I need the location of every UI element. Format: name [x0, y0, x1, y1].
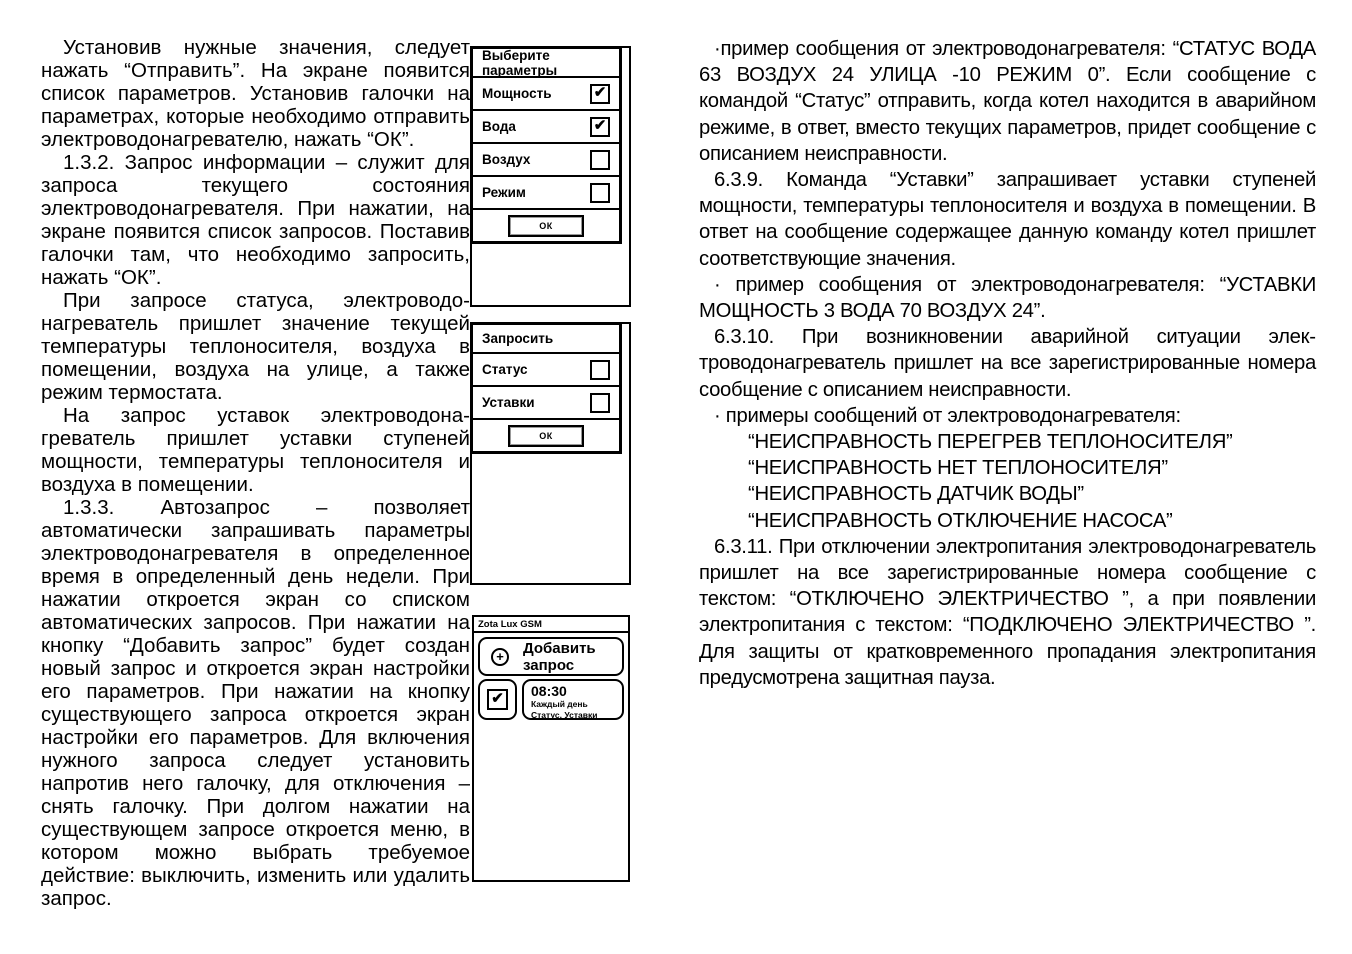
- param-row-air[interactable]: [473, 142, 619, 175]
- paragraph: 6.3.11. При отключении электропитания электроводонагреватель пришлет на все зарегистрированные номера сообщение с текстом: “ОТКЛЮЧЕНО ЭЛЕКТРИЧЕСТВО ”, а при появлении электропитания с текстом: “ПОДКЛЮЧЕНО ЭЛЕКТРИЧЕСТВО ”. Для защиты от кратковременного пропадания электропитания предусмотрена защитная пауза.: [699, 535, 1316, 689]
- param-row-water[interactable]: [473, 109, 619, 142]
- param-label: Мощность: [482, 86, 552, 101]
- checkbox-water[interactable]: [590, 117, 610, 137]
- phone-screen-select-parameters: [470, 46, 631, 307]
- paragraph: 1.3.3. Автозапрос – позволяет автоматически запрашивать параметры электроводонагревателя в определенное время в определенный день недели. При нажатии откроется экран со списком автоматических запросов. При нажатии на кнопку “Добавить запрос” будет создан новый запрос и откроется экран настройки его параметров. При нажатии на кнопку существующего запроса откроется экран настройки его параметров. Для включения нужного запроса следует установить напротив него галочку, для отключения – снять галочку. При долгом нажатии на существующем запросе откроется меню, в котором можно выбрать требуемое действие: выключить, изменить или удалить запрос.: [41, 496, 470, 910]
- ok-button[interactable]: ОК: [508, 425, 584, 447]
- right-text-column: [699, 36, 1316, 691]
- paragraph: На запрос уставок электроводонагреватель пришлет уставки ступеней мощности, температуры теплоносителя и воздуха в помещении.: [41, 404, 470, 496]
- paragraph: 6.3.9. Команда “Уставки” запрашивает уставки ступеней мощности, температуры теплоносителя и воздуха в помещении. В ответ на сообщение содержащее данную команду котел пришлет соответствующие значения.: [699, 169, 1316, 270]
- phone-screen-request: [470, 322, 631, 585]
- entry-time: 08:30: [531, 683, 567, 699]
- request-label: Статус: [482, 362, 528, 377]
- dialog-footer: [473, 208, 619, 241]
- entry-checkbox-button[interactable]: [478, 679, 517, 720]
- checkbox-air[interactable]: [590, 150, 610, 170]
- request-label: Уставки: [482, 395, 535, 410]
- dialog-title: Выберите параметры: [482, 47, 558, 78]
- paragraph: · пример сообщения от электроводонагревателя: “УСТАВКИ МОЩНОСТЬ 3 ВОДА 70 ВОЗДУХ 24”.: [699, 273, 1316, 323]
- fault-message: “НЕИСПРАВНОСТЬ ДАТЧИК ВОДЫ”: [748, 483, 1084, 506]
- check-icon: ✔: [593, 84, 607, 101]
- param-label: Вода: [482, 119, 516, 134]
- request-dialog: [470, 322, 622, 454]
- check-icon: ✔: [593, 117, 607, 134]
- param-label: Воздух: [482, 152, 531, 167]
- plus-glyph: +: [496, 649, 504, 664]
- app-title: Zota Lux GSM: [474, 617, 628, 633]
- paragraph: 6.3.10. При возникновении аварийной ситуации электроводонагреватель пришлет на все зарегистрированные номера сообщение с описанием неисправности.: [699, 326, 1316, 401]
- request-row-status[interactable]: [473, 352, 619, 385]
- fault-message: “НЕИСПРАВНОСТЬ ПЕРЕГРЕВ ТЕПЛОНОСИТЕЛЯ”: [748, 431, 1233, 454]
- autorequest-entry: [478, 679, 624, 720]
- add-request-button[interactable]: [478, 637, 624, 676]
- checkbox-setpoints[interactable]: [590, 393, 610, 413]
- checkbox-status[interactable]: [590, 360, 610, 380]
- param-row-power[interactable]: [473, 76, 619, 109]
- left-text-column: [41, 36, 470, 910]
- fault-message: “НЕИСПРАВНОСТЬ ОТКЛЮЧЕНИЕ НАСОСА”: [748, 509, 1173, 532]
- entry-card[interactable]: [522, 679, 624, 720]
- checkbox-power[interactable]: [590, 84, 610, 104]
- checkbox-mode[interactable]: [590, 183, 610, 203]
- param-label: Режим: [482, 185, 526, 200]
- ok-button[interactable]: ОК: [508, 215, 584, 237]
- paragraph: ·пример сообщения от электроводонагревателя: “СТАТУС ВОДА 63 ВОЗДУХ 24 УЛИЦА -10 РЕЖИМ 0”. Если сообщение с командой “Статус” отправить, когда котел находится в аварийном режиме, в ответ, вместо текущих параметров, придет сообщение с описанием неисправности.: [699, 38, 1316, 165]
- paragraph: При запросе статуса, электроводонагреватель пришлет значение текущей температуры теплоносителя, воздуха в помещении, воздуха на улице, а также режим термостата.: [41, 289, 470, 404]
- paragraph: · примеры сообщений от электроводонагревателя:: [714, 404, 1181, 427]
- phone-screen-autorequest: [472, 615, 630, 882]
- add-request-label: Добавить запрос: [523, 639, 596, 674]
- paragraph: 1.3.2. Запрос информации – служит для запроса текущего состояния электроводонагревателя. При нажатии, на экране появится список запросов. Поставив галочки там, что необходимо запросить, нажать “ОК”.: [41, 151, 470, 289]
- paragraph: Установив нужные значения, следует нажать “Отправить”. На экране появится список параметров. Установив галочки на параметрах, которые необходимо отправить электроводонагревателю, нажать “ОК”.: [41, 36, 470, 151]
- param-row-mode[interactable]: [473, 175, 619, 208]
- request-row-setpoints[interactable]: [473, 385, 619, 418]
- entry-params: Статус, Уставки: [531, 709, 598, 720]
- entry-day: Каждый день: [531, 699, 588, 709]
- entry-checkbox: [487, 689, 508, 710]
- fault-message: “НЕИСПРАВНОСТЬ НЕТ ТЕПЛОНОСИТЕЛЯ”: [748, 457, 1168, 480]
- check-icon: ✔: [491, 690, 504, 707]
- plus-circle-icon: [491, 648, 509, 666]
- dialog-title: Запросить: [482, 331, 554, 346]
- select-parameters-dialog: [470, 46, 622, 244]
- dialog-footer: [473, 418, 619, 451]
